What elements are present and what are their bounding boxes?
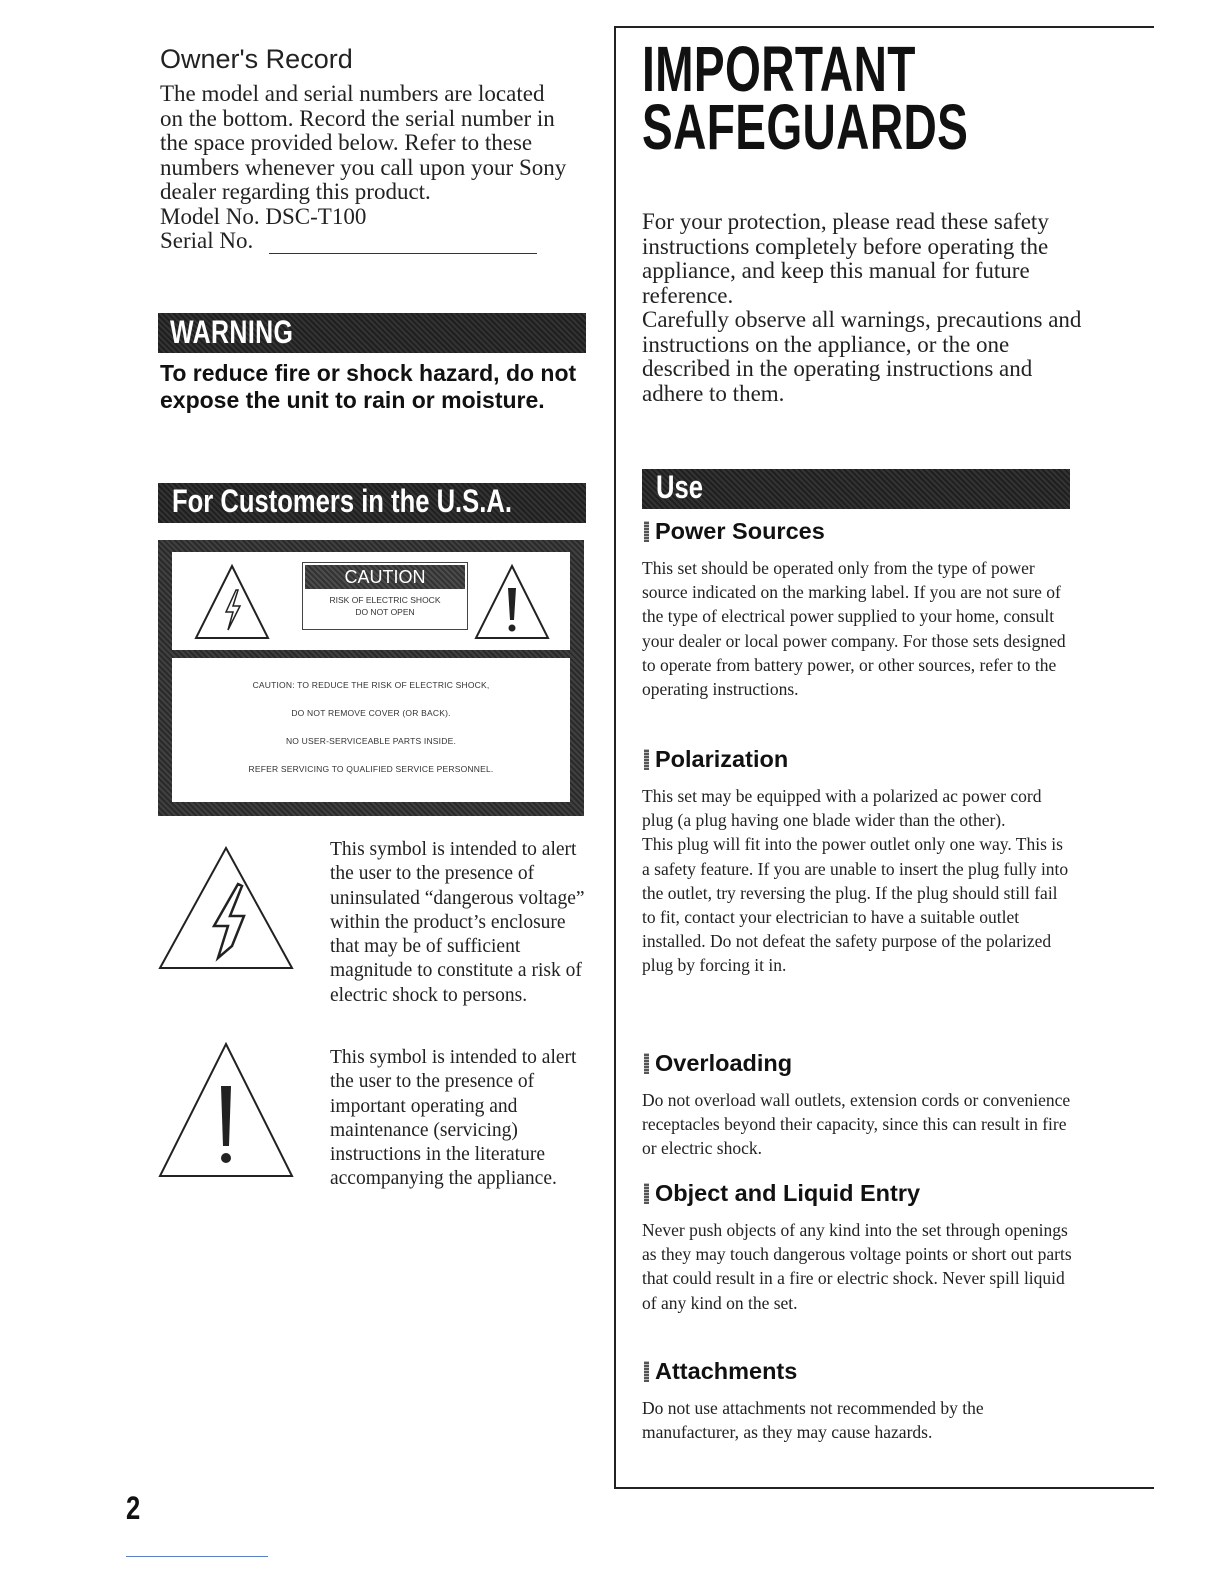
section-paragraph: This set should be operated only from the type of power source indicated on the marking label. If you are not sure of the type of electrical power supplied to your home, consult your dealer or local power company. For those sets designed to operate from battery power, or other sources, refer to the operating instructions.	[642, 558, 1066, 700]
use-label: Use	[656, 469, 703, 505]
serial-number-label: Serial No.	[160, 228, 254, 253]
section-heading-power-sources	[644, 518, 825, 545]
section-marker-icon	[644, 1053, 649, 1074]
title-line-important: IMPORTANT	[642, 33, 916, 105]
usa-banner	[158, 483, 586, 523]
caution-text-line: NO USER-SERVICEABLE PARTS INSIDE.	[285, 736, 457, 746]
caution-text-line: CAUTION: TO REDUCE THE RISK OF ELECTRIC SHOCK,	[252, 680, 490, 690]
page-number: 2	[126, 1490, 141, 1526]
caution-head: CAUTION	[305, 565, 465, 589]
caution-bottom-panel	[172, 658, 570, 802]
section-marker-icon	[644, 1183, 649, 1204]
exclamation-symbol-text: This symbol is intended to alert the user to the presence of important operating and maintenance (servicing) instructions in the literature accompanying the appliance.	[330, 1047, 577, 1190]
warning-text: To reduce fire or shock hazard, do not expose the unit to rain or moisture.	[160, 360, 577, 413]
owners-record-line: numbers whenever you call upon your Sony	[160, 154, 567, 180]
right-column-bottom-rule	[614, 1487, 1154, 1489]
intro-paragraph: For your protection, please read these safety instructions completely before operating the appliance, and keep this manual for future reference.	[642, 209, 1049, 308]
lightning-warning-icon	[192, 562, 272, 642]
section-heading-attachments	[644, 1358, 797, 1385]
section-paragraph: Never push objects of any kind into the set through openings as they may touch dangerous voltage points or short out parts that could result in a fire or electric shock. Never spill liquid of any kind on the set.	[642, 1220, 1072, 1313]
warning-label: WARNING	[170, 314, 294, 350]
caution-top-panel	[172, 552, 570, 650]
section-body-polarization	[642, 784, 1072, 978]
owners-record-line: the space provided below. Refer to these	[160, 130, 533, 155]
model-number-line: Model No. DSC-T100	[160, 203, 367, 229]
section-paragraph: Do not use attachments not recommended by the manufacturer, as they may cause hazards.	[642, 1398, 984, 1443]
section-paragraph: Do not overload wall outlets, extension cords or convenience receptacles beyond their capacity, since this can result in fire or electric shock.	[642, 1090, 1071, 1159]
bottom-rule	[126, 1556, 268, 1557]
owners-record-line: dealer regarding this product.	[160, 179, 431, 204]
owners-record-line: on the bottom. Record the serial number in	[160, 105, 555, 131]
serial-number-blank	[269, 233, 537, 254]
section-body-power-sources	[642, 556, 1072, 701]
exclamation-warning-icon	[472, 562, 552, 642]
title-line-safeguards: SAFEGUARDS	[642, 91, 969, 163]
section-title: Object and Liquid Entry	[655, 1180, 921, 1206]
section-marker-icon	[644, 521, 649, 542]
section-heading-overloading	[644, 1050, 792, 1077]
usa-label: For Customers in the U.S.A.	[172, 483, 512, 519]
owners-record-title: Owner's Record	[160, 44, 353, 74]
serial-number-row	[160, 229, 600, 254]
exclamation-symbol-icon	[158, 1042, 294, 1178]
intro-text	[642, 210, 1082, 406]
lightning-symbol-text: This symbol is intended to alert the user to the presence of uninsulated “dangerous voltage” within the product’s enclosure that may be of sufficient magnitude to constitute a risk of electric shock to persons.	[330, 839, 585, 1006]
important-safeguards-title	[642, 33, 969, 163]
caution-sub-risk: RISK OF ELECTRIC SHOCK	[329, 595, 441, 605]
lightning-symbol-icon	[158, 846, 294, 970]
right-column-left-rule	[614, 26, 616, 1488]
section-heading-polarization	[644, 746, 788, 773]
section-heading-object-liquid-entry	[644, 1180, 920, 1207]
section-title: Power Sources	[655, 518, 825, 544]
warning-banner	[158, 313, 586, 353]
caution-label-graphic	[158, 540, 584, 816]
caution-box	[302, 562, 468, 630]
section-marker-icon	[644, 1361, 649, 1382]
owners-record-body	[160, 82, 600, 254]
section-paragraph: This plug will fit into the power outlet only one way. This is a safety feature. If you are unable to insert the plug fully into the outlet, try reversing the plug. If the plug should still fail to fit, contact your electrician to have a suitable outlet installed. Do not defeat the safety purpose of the polarized plug by forcing it in.	[642, 834, 1069, 976]
section-paragraph: This set may be equipped with a polarized ac power cord plug (a plug having one blade wider than the other).	[642, 786, 1042, 831]
section-body-object-liquid-entry	[642, 1218, 1072, 1315]
section-title: Overloading	[655, 1050, 793, 1076]
caution-text-line: DO NOT REMOVE COVER (OR BACK).	[291, 708, 451, 718]
owners-record-line: The model and serial numbers are located	[160, 81, 545, 106]
caution-text-line: REFER SERVICING TO QUALIFIED SERVICE PERSONNEL.	[248, 764, 494, 774]
section-body-overloading	[642, 1088, 1072, 1161]
use-banner	[642, 469, 1070, 509]
caution-sub-open: DO NOT OPEN	[355, 607, 415, 617]
section-title: Polarization	[655, 746, 789, 772]
intro-paragraph: Carefully observe all warnings, precautions and instructions on the appliance, or the one described in the operating instructions and adhere to them.	[642, 307, 1082, 406]
section-marker-icon	[644, 749, 649, 770]
right-column-top-rule	[614, 26, 1154, 28]
section-body-attachments	[642, 1396, 1072, 1444]
section-title: Attachments	[655, 1358, 798, 1384]
